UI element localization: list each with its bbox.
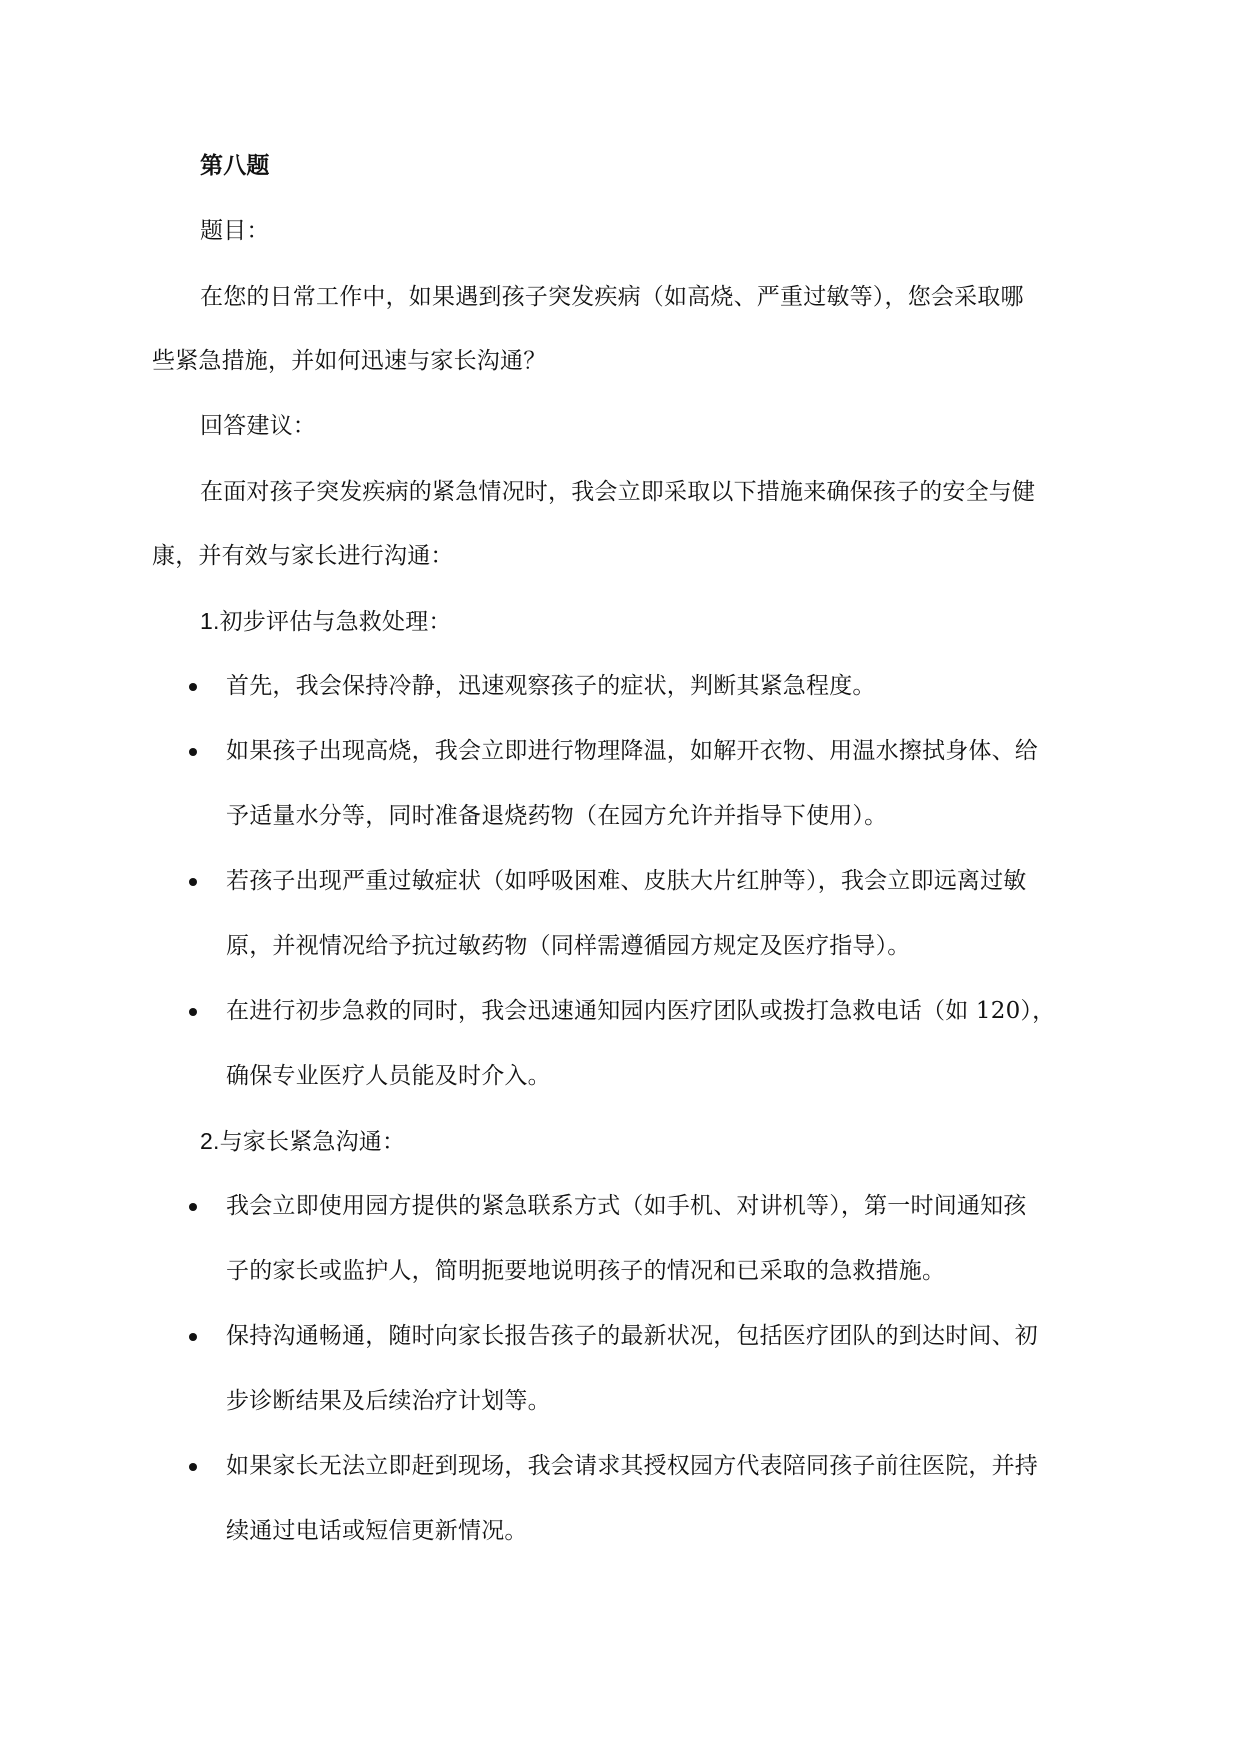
bullet-icon <box>189 1008 197 1016</box>
section-1-heading <box>200 606 452 637</box>
section-1-item-3-line-1: 若孩子出现严重过敏症状（如呼吸困难、皮肤大片红肿等），我会立即远离过敏 <box>226 868 1027 894</box>
bullet-icon <box>189 1203 197 1211</box>
section-2-number: 2. <box>200 1128 220 1154</box>
intro-text-line-1: 在面对孩子突发疾病的紧急情况时，我会立即采取以下措施来确保孩子的安全与健 <box>200 479 1036 505</box>
section-1-item-4-line-2: 确保专业医疗人员能及时介入。 <box>226 1063 551 1089</box>
intro-text-line-2: 康，并有效与家长进行沟通： <box>152 543 454 569</box>
section-2-item-1-line-1: 我会立即使用园方提供的紧急联系方式（如手机、对讲机等），第一时间通知孩 <box>226 1193 1027 1219</box>
section-1-item-1-line-1: 首先，我会保持冷静，迅速观察孩子的症状，判断其紧急程度。 <box>226 673 876 699</box>
page-heading: 第八题 <box>200 152 270 179</box>
bullet-icon <box>189 1333 197 1341</box>
section-1-item-2-line-2: 予适量水分等，同时准备退烧药物（在园方允许并指导下使用）。 <box>226 803 888 829</box>
answer-label: 回答建议： <box>200 413 316 439</box>
bullet-icon <box>189 683 197 691</box>
section-1-item-2-line-1: 如果孩子出现高烧，我会立即进行物理降温，如解开衣物、用温水擦拭身体、给 <box>226 738 1038 764</box>
question-text-line-1: 在您的日常工作中，如果遇到孩子突发疾病（如高烧、严重过敏等），您会采取哪 <box>200 284 1024 310</box>
section-2-heading <box>200 1126 405 1157</box>
section-1-title: 初步评估与急救处理： <box>219 609 452 635</box>
section-2-item-1-line-2: 子的家长或监护人，简明扼要地说明孩子的情况和已采取的急救措施。 <box>226 1258 946 1284</box>
question-label: 题目： <box>200 218 270 244</box>
bullet-icon <box>189 1463 197 1471</box>
section-2-item-2-line-1: 保持沟通畅通，随时向家长报告孩子的最新状况，包括医疗团队的到达时间、初 <box>226 1323 1038 1349</box>
question-text-line-2: 些紧急措施，并如何迅速与家长沟通？ <box>152 348 547 374</box>
section-2-item-3-line-1: 如果家长无法立即赶到现场，我会请求其授权园方代表陪同孩子前往医院，并持 <box>226 1453 1038 1479</box>
section-2-title: 与家长紧急沟通： <box>219 1129 406 1155</box>
bullet-icon <box>189 748 197 756</box>
section-1-number: 1. <box>200 608 220 634</box>
section-1-item-3-line-2: 原，并视情况给予抗过敏药物（同样需遵循园方规定及医疗指导）。 <box>226 933 911 959</box>
section-1-item-4-line-1: 在进行初步急救的同时，我会迅速通知园内医疗团队或拨打急救电话（如 120）， <box>226 998 1056 1024</box>
section-2-item-2-line-2: 步诊断结果及后续治疗计划等。 <box>226 1388 551 1414</box>
section-2-item-3-line-2: 续通过电话或短信更新情况。 <box>226 1518 528 1544</box>
bullet-icon <box>189 878 197 886</box>
